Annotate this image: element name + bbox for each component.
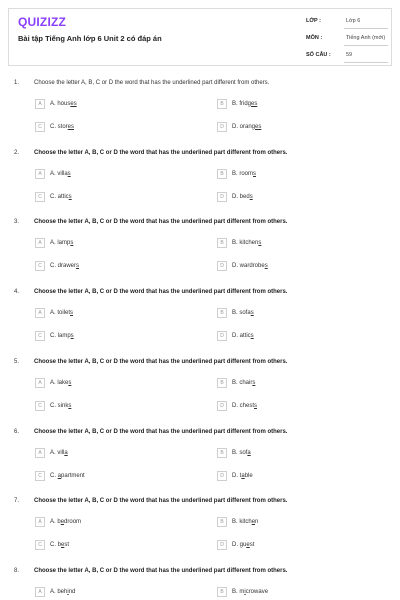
meta-value: Tiếng Anh (mới) [346, 35, 386, 41]
option-text-start: C. stor [50, 124, 68, 130]
option-text-start: A. toilet [50, 310, 71, 316]
option-label [50, 101, 77, 107]
option-text-start: A. vill [50, 450, 65, 456]
question-text: Choose the letter A, B, C or D the word that has the underlined part different from others. [34, 289, 288, 295]
option-text-start: D. chest [232, 403, 255, 409]
option-underlined-part: es [70, 101, 77, 107]
option-label [50, 473, 85, 479]
option-text-end: st [249, 542, 255, 548]
option-label [232, 240, 261, 246]
option-letter-badge: A [35, 448, 45, 458]
option-underlined-part: s [250, 310, 254, 316]
option-underlined-part: es [67, 124, 75, 130]
option-text-start: B. fridg [232, 101, 252, 107]
option-text-start: A. lake [50, 380, 69, 386]
question-number: 8. [14, 568, 20, 574]
option-label [232, 101, 257, 107]
question-number: 7. [14, 498, 20, 504]
meta-label: MÔN : [306, 35, 323, 41]
option-underlined-part: s [76, 263, 80, 269]
option-label [50, 589, 75, 595]
meta-value: 59 [346, 52, 353, 58]
option-label [50, 310, 73, 316]
option-text-end: crowave [245, 589, 269, 595]
option-label [50, 403, 71, 409]
option-text-start: C. sink [50, 403, 69, 409]
option-letter-badge: C [35, 471, 45, 481]
option-letter-badge: B [217, 169, 227, 179]
option-underlined-part: a [241, 473, 245, 479]
option-text-start: B. kitchen [232, 240, 259, 246]
option-letter-badge: A [35, 99, 45, 109]
option-text-start: D. t [232, 473, 242, 479]
option-text-start: D. gu [232, 542, 247, 548]
option-underlined-part: s [70, 240, 74, 246]
meta-value: Lớp 6 [346, 18, 361, 24]
option-text-start: B. kitch [232, 519, 252, 525]
option-underlined-part: e [61, 542, 65, 548]
option-label [50, 542, 69, 548]
question-text: Choose the letter A, B, C or D the word that has the underlined part different from others. [34, 150, 288, 156]
option-letter-badge: A [35, 587, 45, 597]
option-label [232, 171, 256, 177]
option-letter-badge: A [35, 378, 45, 388]
worksheet-title: Bài tập Tiếng Anh lớp 6 Unit 2 có đáp án [18, 34, 162, 43]
meta-row-count [306, 47, 392, 63]
option-underlined-part: a [57, 473, 62, 479]
option-label [232, 380, 255, 386]
option-text-start: B. sof [232, 450, 248, 456]
option-text-start: C. drawer [50, 263, 77, 269]
option-underlined-part: e [246, 542, 250, 548]
question-text: Choose the letter A, B, C or D the word that has the underlined part different from others. [34, 80, 270, 86]
option-letter-badge: D [217, 331, 227, 341]
question-number: 6. [14, 429, 20, 435]
question-text: Choose the letter A, B, C or D the word that has the underlined part different from others. [34, 498, 288, 504]
option-label [50, 171, 71, 177]
option-label [50, 380, 71, 386]
option-label [232, 473, 253, 479]
option-letter-badge: C [35, 540, 45, 550]
option-text-start: D. orang [232, 124, 256, 130]
option-label [50, 519, 81, 525]
option-letter-badge: C [35, 261, 45, 271]
option-text-start: A. lamp [50, 240, 71, 246]
question-text: Choose the letter A, B, C or D the word that has the underlined part different from others. [34, 568, 288, 574]
option-letter-badge: A [35, 238, 45, 248]
question-text: Choose the letter A, B, C or D the word that has the underlined part different from others. [34, 429, 288, 435]
option-text-end: st [64, 542, 70, 548]
option-label [50, 124, 74, 130]
option-text-start: B. room [232, 171, 254, 177]
option-underlined-part: a [247, 450, 251, 456]
option-underlined-part: s [252, 380, 256, 386]
question-number: 4. [14, 289, 20, 295]
option-label [232, 589, 268, 595]
meta-label: LỚP : [306, 18, 321, 24]
option-letter-badge: B [217, 517, 227, 527]
question-number: 5. [14, 359, 20, 365]
option-label [232, 542, 254, 548]
option-underlined-part: s [68, 403, 72, 409]
option-label [50, 194, 72, 200]
option-letter-badge: D [217, 471, 227, 481]
option-text-start: A. villa [50, 171, 68, 177]
option-underlined-part: es [251, 101, 258, 107]
option-label [232, 310, 254, 316]
option-underlined-part: s [264, 263, 268, 269]
option-letter-badge: C [35, 401, 45, 411]
option-text-start: C. b [50, 542, 62, 548]
option-label [232, 450, 251, 456]
option-text-end: n [255, 519, 259, 525]
option-underlined-part: s [70, 333, 74, 339]
option-letter-badge: B [217, 308, 227, 318]
option-text-start: C. attic [50, 194, 69, 200]
option-underlined-part: s [250, 333, 254, 339]
worksheet-meta [306, 9, 392, 65]
meta-row-subject [306, 30, 392, 46]
option-text-start: C. [50, 473, 58, 479]
question-number: 2. [14, 150, 20, 156]
option-underlined-part: e [251, 519, 256, 525]
option-label [232, 333, 254, 339]
option-text-start: D. wardrobe [232, 263, 265, 269]
option-underlined-part: s [70, 310, 74, 316]
option-text-end: nd [68, 589, 76, 595]
option-letter-badge: A [35, 517, 45, 527]
question-number: 3. [14, 219, 20, 225]
option-underlined-part: s [68, 380, 72, 386]
option-text-start: D. bed [232, 194, 250, 200]
worksheet-header [8, 8, 392, 66]
option-underlined-part: s [249, 194, 253, 200]
option-text-end: ble [244, 473, 253, 479]
option-underlined-part: s [253, 171, 257, 177]
option-text-start: B. m [232, 589, 245, 595]
option-letter-badge: C [35, 122, 45, 132]
option-letter-badge: B [217, 99, 227, 109]
option-text-start: C. lamp [50, 333, 71, 339]
option-letter-badge: B [217, 587, 227, 597]
option-text-start: D. attic [232, 333, 251, 339]
option-text-start: B. sofa [232, 310, 251, 316]
option-underlined-part: es [255, 124, 262, 130]
option-text-end: partment [61, 473, 85, 479]
option-letter-badge: D [217, 122, 227, 132]
option-letter-badge: C [35, 192, 45, 202]
question-number: 1. [14, 80, 20, 86]
option-letter-badge: B [217, 448, 227, 458]
option-letter-badge: D [217, 192, 227, 202]
option-text-start: A. beh [50, 589, 68, 595]
option-letter-badge: A [35, 308, 45, 318]
option-underlined-part: i [244, 589, 246, 595]
option-label [232, 519, 258, 525]
question-text: Choose the letter A, B, C or D the word that has the underlined part different from others. [34, 219, 288, 225]
option-letter-badge: B [217, 378, 227, 388]
question-text: Choose the letter A, B, C or D the word that has the underlined part different from others. [34, 359, 288, 365]
option-underlined-part: s [68, 194, 72, 200]
option-text-end: droom [64, 519, 82, 525]
option-label [232, 124, 261, 130]
option-letter-badge: D [217, 540, 227, 550]
option-label [50, 263, 79, 269]
option-letter-badge: C [35, 331, 45, 341]
option-label [50, 240, 73, 246]
meta-label: SỐ CÂU : [306, 52, 331, 58]
option-underlined-part: a [64, 450, 68, 456]
option-text-start: B. chair [232, 380, 253, 386]
option-label [50, 450, 68, 456]
option-underlined-part: s [67, 171, 71, 177]
meta-divider [344, 28, 388, 29]
option-letter-badge: D [217, 401, 227, 411]
option-label [232, 194, 253, 200]
option-text-start: A. b [50, 519, 61, 525]
option-text-start: A. hous [50, 101, 71, 107]
quizizz-logo: QUIZIZZ [18, 15, 67, 29]
option-letter-badge: D [217, 261, 227, 271]
meta-divider [344, 45, 388, 46]
option-underlined-part: s [258, 240, 262, 246]
option-underlined-part: e [60, 519, 65, 525]
option-letter-badge: B [217, 238, 227, 248]
option-label [232, 403, 257, 409]
meta-divider [344, 62, 388, 63]
option-underlined-part: s [254, 403, 258, 409]
option-label [232, 263, 268, 269]
option-label [50, 333, 74, 339]
option-letter-badge: A [35, 169, 45, 179]
option-underlined-part: i [67, 589, 69, 595]
meta-row-class [306, 13, 392, 29]
